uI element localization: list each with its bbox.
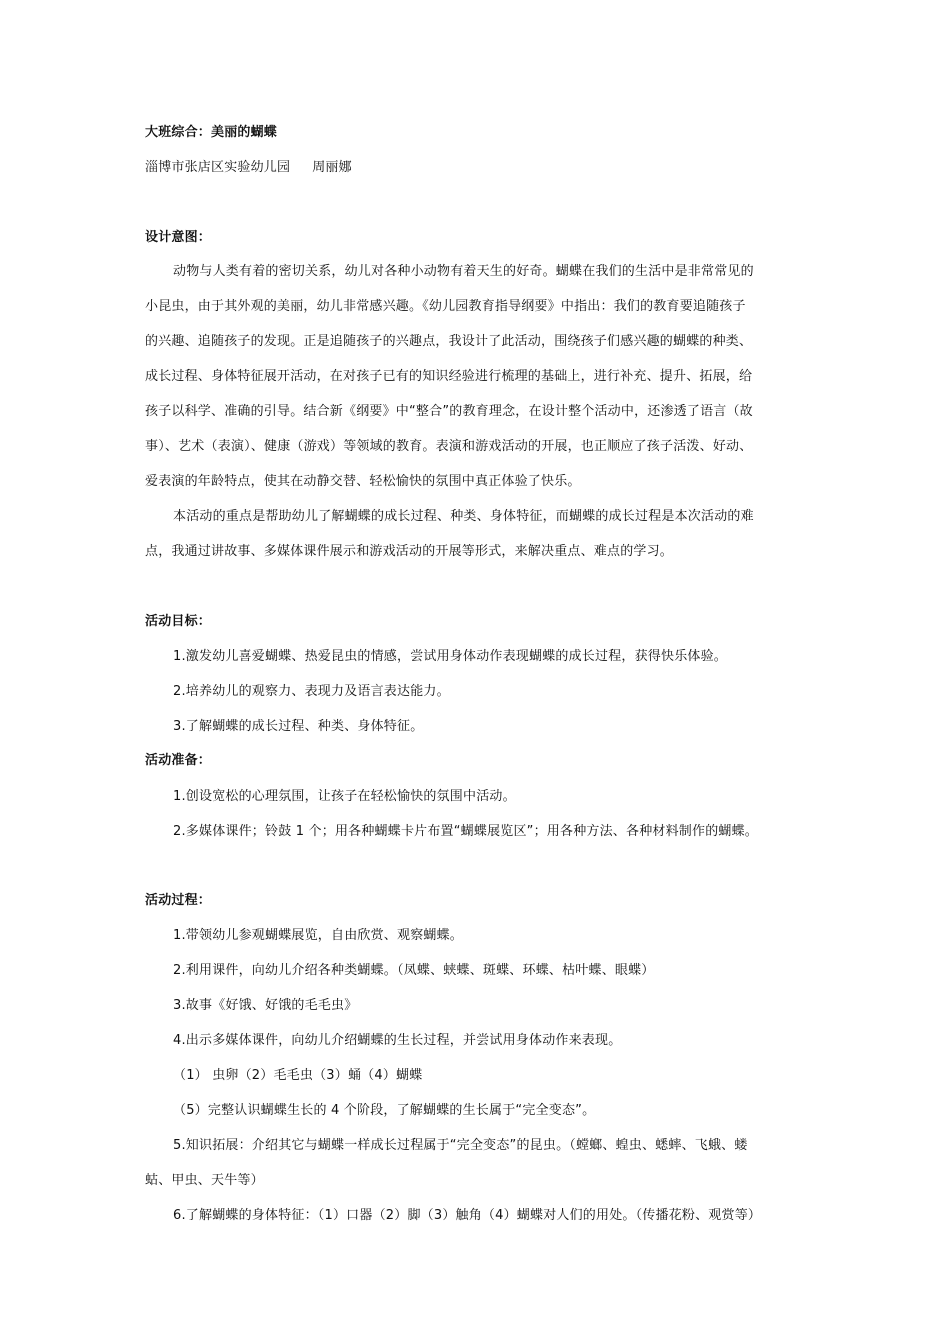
goal-item: 1.激发幼儿喜爱蝴蝶、热爱昆虫的情感，尝试用身体动作表现蝴蝶的成长过程，获得快乐体验。 xyxy=(173,649,728,664)
goals-heading: 活动目标： xyxy=(145,614,212,629)
design-heading: 设计意图： xyxy=(145,230,212,245)
process-item: （5）完整认识蝴蝶生长的 4 个阶段，了解蝴蝶的生长属于“完全变态”。 xyxy=(173,1103,596,1118)
goal-item: 2.培养幼儿的观察力、表现力及语言表达能力。 xyxy=(173,684,450,699)
design-line: 成长过程、身体特征展开活动，在对孩子已有的知识经验进行梳理的基础上，进行补充、提升、拓展，给 xyxy=(145,369,753,384)
prep-item: 1.创设宽松的心理氛围，让孩子在轻松愉快的氛围中活动。 xyxy=(173,789,516,804)
design-line: 小昆虫，由于其外观的美丽，幼儿非常感兴趣。《幼儿园教育指导纲要》中指出：我们的教育要追随孩子 xyxy=(145,299,746,314)
design-line: 的兴趣、追随孩子的发现。正是追随孩子的兴趣点，我设计了此活动，围绕孩子们感兴趣的蝴蝶的种类、 xyxy=(145,334,753,349)
prep-heading: 活动准备： xyxy=(145,753,212,768)
process-item: 3.故事《好饿、好饿的毛毛虫》 xyxy=(173,998,358,1013)
prep-item: 2.多媒体课件；铃鼓 1 个；用各种蝴蝶卡片布置“蝴蝶展览区”；用各种方法、各种材料制作的蝴蝶。 xyxy=(173,824,759,839)
design-line: 本活动的重点是帮助幼儿了解蝴蝶的成长过程、种类、身体特征，而蝴蝶的成长过程是本次活动的难 xyxy=(173,509,754,524)
author-org: 淄博市张店区实验幼儿园 xyxy=(145,160,291,175)
design-line: 点，我通过讲故事、多媒体课件展示和游戏活动的开展等形式，来解决重点、难点的学习。 xyxy=(145,544,674,559)
process-item: 1.带领幼儿参观蝴蝶展览，自由欣赏、观察蝴蝶。 xyxy=(173,928,464,943)
design-line: 动物与人类有着的密切关系，幼儿对各种小动物有着天生的好奇。蝴蝶在我们的生活中是非常常见的 xyxy=(173,264,754,279)
process-heading: 活动过程： xyxy=(145,893,212,908)
design-line: 爱表演的年龄特点，使其在动静交替、轻松愉快的氛围中真正体验了快乐。 xyxy=(145,474,581,489)
process-item: （1） 虫卵（2）毛毛虫（3）蛹（4）蝴蝶 xyxy=(173,1068,423,1083)
author-line xyxy=(145,159,352,177)
author-name: 周丽娜 xyxy=(312,160,352,175)
process-item: 2.利用课件，向幼儿介绍各种类蝴蝶。（凤蝶、蛱蝶、斑蝶、环蝶、枯叶蝶、眼蝶） xyxy=(173,963,655,978)
process-item: 5.知识拓展：介绍其它与蝴蝶一样成长过程属于“完全变态”的昆虫。（螳螂、蝗虫、蟋蟀、飞蛾、蝼 xyxy=(173,1138,748,1153)
process-item: 4.出示多媒体课件，向幼儿介绍蝴蝶的生长过程，并尝试用身体动作来表现。 xyxy=(173,1033,622,1048)
process-item: 6.了解蝴蝶的身体特征：（1）口器（2）脚（3）触角（4）蝴蝶对人们的用处。（传播花粉、观赏等） xyxy=(173,1208,762,1223)
design-line: 孩子以科学、准确的引导。结合新《纲要》中“整合”的教育理念，在设计整个活动中，还渗透了语言（故 xyxy=(145,404,753,419)
process-item: 蛄、甲虫、天牛等） xyxy=(145,1173,264,1188)
goal-item: 3.了解蝴蝶的成长过程、种类、身体特征。 xyxy=(173,719,424,734)
doc-title: 大班综合：美丽的蝴蝶 xyxy=(145,125,278,140)
design-line: 事）、艺术（表演）、健康（游戏）等领域的教育。表演和游戏活动的开展，也正顺应了孩子活泼、好动、 xyxy=(145,439,753,454)
